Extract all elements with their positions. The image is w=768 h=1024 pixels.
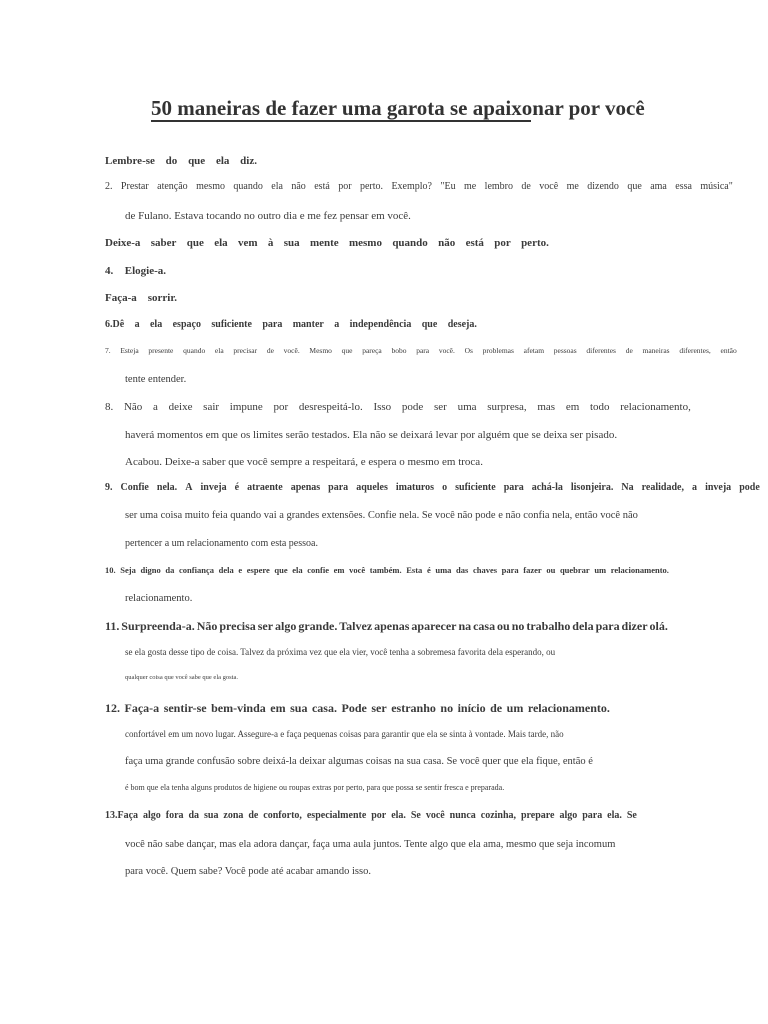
text-line-4: Deixe-a saber que ela vem à sua mente mesmo quando não está por perto. — [105, 237, 549, 249]
text-line-16: 10. Seja digno da confiança dela e espere que ela confie em você também. Esta é uma das chaves para fazer ou quebrar um relacionamento. — [105, 565, 669, 575]
text-line-25: 13.Faça algo fora da sua zona de conforto, especialmente por ela. Se você nunca cozinha, prepare algo para ela. Se — [105, 810, 637, 821]
text-line-20: qualquer coisa que você sabe que ela gosta. — [125, 674, 238, 681]
text-line-13: 9. Confie nela. A inveja é atraente apenas para aqueles imaturos o suficiente para achá-la lisonjeira. Na realidade, a inveja pode — [105, 482, 760, 493]
text-line-17: relacionamento. — [125, 593, 193, 604]
text-line-22: confortável em um novo lugar. Assegure-a e faça pequenas coisas para garantir que ela se sinta à vontade. Mais tarde, não — [125, 729, 564, 739]
text-line-12: Acabou. Deixe-a saber que você sempre a respeitará, e espera o mesmo em troca. — [125, 456, 483, 468]
text-line-1: Lembre-se do que ela diz. — [105, 155, 257, 167]
text-line-15: pertencer a um relacionamento com esta pessoa. — [125, 538, 318, 549]
text-line-24: é bom que ela tenha alguns produtos de higiene ou roupas extras por perto, para que possa se sentir fresca e preparada. — [125, 783, 505, 792]
text-line-26: você não sabe dançar, mas ela adora dançar, faça uma aula juntos. Tente algo que ela ama, mesmo que seja incomum — [125, 839, 616, 850]
title-underline — [151, 120, 531, 122]
text-line-27: para você. Quem sabe? Você pode até acabar amando isso. — [125, 866, 371, 877]
text-line-18: 11. Surpreenda-a. Não precisa ser algo grande. Talvez apenas aparecer na casa ou no trabalho dela para dizer olá. — [105, 619, 668, 633]
text-line-2: 2. Prestar atenção mesmo quando ela não está por perto. Exemplo? "Eu me lembro de você me dizendo que ama essa música" — [105, 181, 733, 192]
text-line-6: Faça-a sorrir. — [105, 292, 177, 304]
text-line-3: de Fulano. Estava tocando no outro dia e me fez pensar em você. — [125, 210, 411, 222]
text-line-9: tente entender. — [125, 374, 187, 385]
text-line-19: se ela gosta desse tipo de coisa. Talvez da próxima vez que ela vier, você tenha a sobremesa favorita dela esperando, ou — [125, 647, 556, 657]
text-line-10: 8. Não a deixe sair impune por desrespeitá-lo. Isso pode ser uma surpresa, mas em todo relacionamento, — [105, 401, 691, 413]
text-line-5: 4. Elogie-a. — [105, 265, 166, 277]
text-line-14: ser uma coisa muito feia quando vai a grandes extensões. Confie nela. Se você não pode e não confia nela, então você não — [125, 510, 638, 521]
text-line-23: faça uma grande confusão sobre deixá-la deixar algumas coisas na sua casa. Se você quer que ela fique, então é — [125, 756, 593, 767]
text-line-21: 12. Faça-a sentir-se bem-vinda em sua casa. Pode ser estranho no início de um relacionamento. — [105, 701, 610, 715]
text-line-7: 6.Dê a ela espaço suficiente para manter a independência que deseja. — [105, 319, 477, 330]
text-line-11: haverá momentos em que os limites serão testados. Ela não se deixará levar por alguém que se deixa ser pisado. — [125, 429, 618, 441]
page-title: 50 maneiras de fazer uma garota se apaixonar por você — [151, 96, 645, 120]
text-line-8: 7. Esteja presente quando ela precisar de você. Mesmo que pareça bobo para você. Os problemas afetam pessoas diferentes de maneiras diferentes, então — [105, 346, 737, 355]
